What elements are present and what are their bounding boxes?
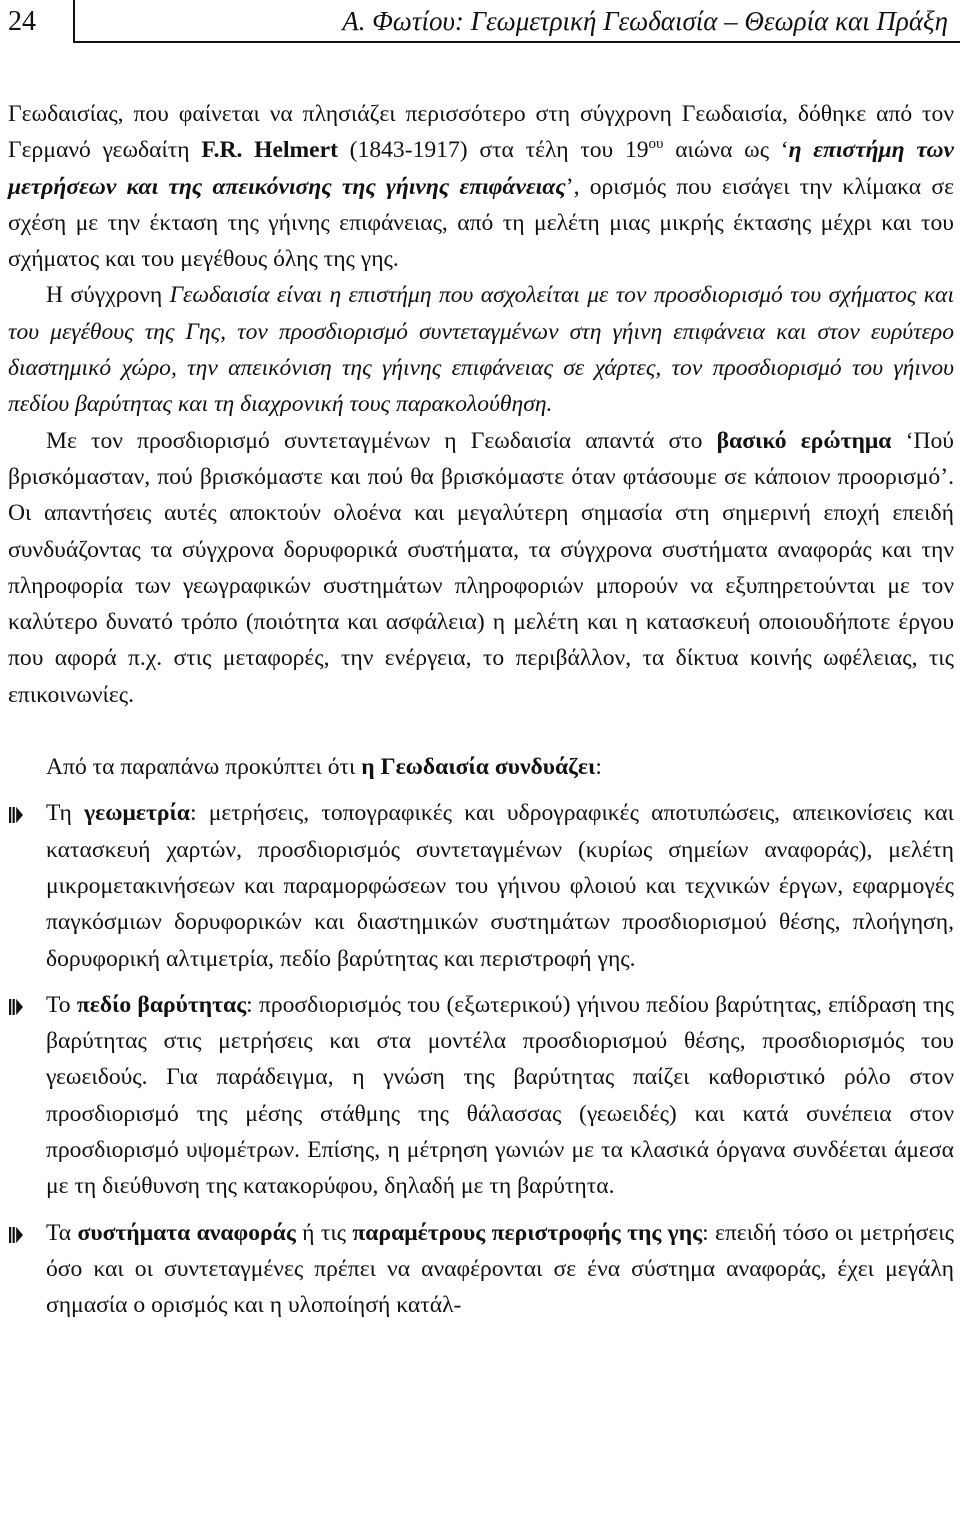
helmert-definition-quote: η επιστήμη των μετρήσεων και της απεικόνισης της γήινης επιφάνειας (8, 137, 954, 200)
geometry-term: γεωμετρία (84, 800, 190, 827)
paragraph-helmert-definition: Γεωδαισίας, που φαίνεται να πλησιάζει περισσότερο στη σύγχρονη Γεωδαισία, δόθηκε από τον Γερμανό γεωδαίτη F.R. Helmert (1843-1917) στα τέλη του $19^{o\upsilon}$ αιώνα ως ‘η επιστήμη των μετρήσεων και της απεικόνισης της γήινης επιφάνειας’, ορισμός που εισάγει την κλίμακα σε σχέση με την έκταση της γήινης επιφάνειας, από τη μελέτη μιας μικρής έκτασης μέχρι και του σχήματος και του μεγέθους όλης της γης. (8, 101, 954, 273)
list-item-geometry: Τη γεωμετρία: μετρήσεις, τοπογραφικές και υδρογραφικές αποτυπώσεις, απεικονίσεις και κατασκευή χαρτών, προσδιορισμός συντεταγμένων (κυρίως σημείων αναφοράς), μελέτη μικρομετακινήσεων και παραμορφώσεων του γήινου φλοιού και τεχνικών έργων, εφαρμογές παγκόσμιων δορυφορικών και διαστημικών συστημάτων προσδιορισμού θέσης, πλοήγηση, δορυφορική αλτιμετρία, πεδίο βαρύτητας και περιστροφή γης. (8, 795, 954, 976)
reference-systems-term: συστήματα αναφοράς (77, 1219, 296, 1246)
running-title: Α. Φωτίου: Γεωμετρική Γεωδαισία – Θεωρία και Πράξη (342, 6, 948, 36)
paragraph-modern-geodesy: Η σύγχρονη Γεωδαισία είναι η επιστήμη που ασχολείται με τον προσδιορισμό του σχήματος και του μεγέθους της Γης, τον προσδιορισμό συντεταγμένων στη γήινη επιφάνεια και στον ευρύτερο διαστημικό χώρο, την απεικόνιση της γήινης επιφάνειας σε χάρτες, τον προσδιορισμό του γήινου πεδίου βαρύτητας και τη διαχρονική τους παρακολούθηση. (8, 282, 954, 418)
modern-geodesy-definition: Γεωδαισία είναι η επιστήμη που ασχολείται με τον προσδιορισμό του σχήματος και του μεγέθους της Γης, τον προσδιορισμό συντεταγμένων στη γήινη επιφάνεια και στον ευρύτερο διαστημικό χώρο, την απεικόνιση της γήινης επιφάνειας σε χάρτες, τον προσδιορισμό του γήινου πεδίου βαρύτητας και τη διαχρονική τους παρακολούθηση. (8, 282, 954, 418)
list-item-gravity-field: Το πεδίο βαρύτητας: προσδιορισμός του (εξωτερικού) γήινου πεδίου βαρύτητας, επίδραση της βαρύτητας στις μετρήσεις και στα μοντέλα προσδιορισμού θέσης, προσδιορισμός του γεωειδούς. Για παράδειγμα, η γνώση της βαρύτητας παίζει καθοριστικό ρόλο στον προσδιορισμό της μέσης στάθμης της θάλασσας (γεωειδές) και κατά συνέπεια στον προσδιορισμό υψομέτρων. Επίσης, η μέτρηση γωνιών με τα κλασικά όργανα συνδέεται άμεσα με τη διεύθυνση της κατακορύφου, δηλαδή με τη βαρύτητα. (8, 987, 954, 1205)
list-item-reference-systems: Τα συστήματα αναφοράς ή τις παραμέτρους περιστροφής της γης: επειδή τόσο οι μετρήσεις όσο και οι συντεταγμένες πρέπει να αναφέρονται σε ένα σύστημα αναφοράς, έχει μεγάλη σημασία ο ορισμός και η υλοποίησή κατάλ- (8, 1215, 954, 1324)
helmert-name: F.R. Helmert (201, 137, 338, 164)
gravity-field-term: πεδίο βαρύτητας (76, 991, 247, 1018)
earth-rotation-term: παραμέτρους περιστροφής της γης (352, 1219, 703, 1246)
section-spacer (8, 713, 954, 749)
arrow-bullet-icon (8, 997, 24, 1017)
page-number: 24 (8, 6, 36, 37)
arrow-bullet-icon (8, 1225, 24, 1245)
paragraph-basic-question: Με τον προσδιορισμό συντεταγμένων η Γεωδαισία απαντά στο βασικό ερώτημα ‘Πού βρισκόμασταν, πού βρισκόμαστε και πού θα βρισκόμαστε όταν φτάσουμε σε κάποιον προορισμό’. Οι απαντήσεις αυτές αποκτούν ολοένα και μεγαλύτερη σημασία στη σημερινή εποχή επειδή συνδυάζοντας τα σύγχρονα δορυφορικά συστήματα, τα σύγχρονα συστήματα αναφοράς και την πληροφορία των γεωγραφικών συστημάτων πληροφοριών μπορούν να εξυπηρετούνται με τον καλύτερο δυνατό τρόπο (ποιότητα και ασφάλεια) η μελέτη και η κατασκευή οποιουδήποτε έργου που αφορά π.χ. στις μεταφορές, την ενέργεια, το περιβάλλον, τα δίκτυα κοινής ωφέλειας, τις επικοινωνίες. (8, 427, 954, 708)
page-header (0, 0, 960, 44)
combines-lead: Από τα παραπάνω προκύπτει ότι η Γεωδαισία συνδυάζει: (46, 754, 602, 781)
header-vertical-rule (73, 0, 75, 42)
header-horizontal-rule (73, 41, 960, 43)
combines-term: η Γεωδαισία συνδυάζει (361, 754, 596, 781)
basic-question-term: βασικό ερώτημα (716, 427, 892, 454)
arrow-bullet-icon (8, 805, 24, 825)
page-body (8, 96, 954, 1324)
